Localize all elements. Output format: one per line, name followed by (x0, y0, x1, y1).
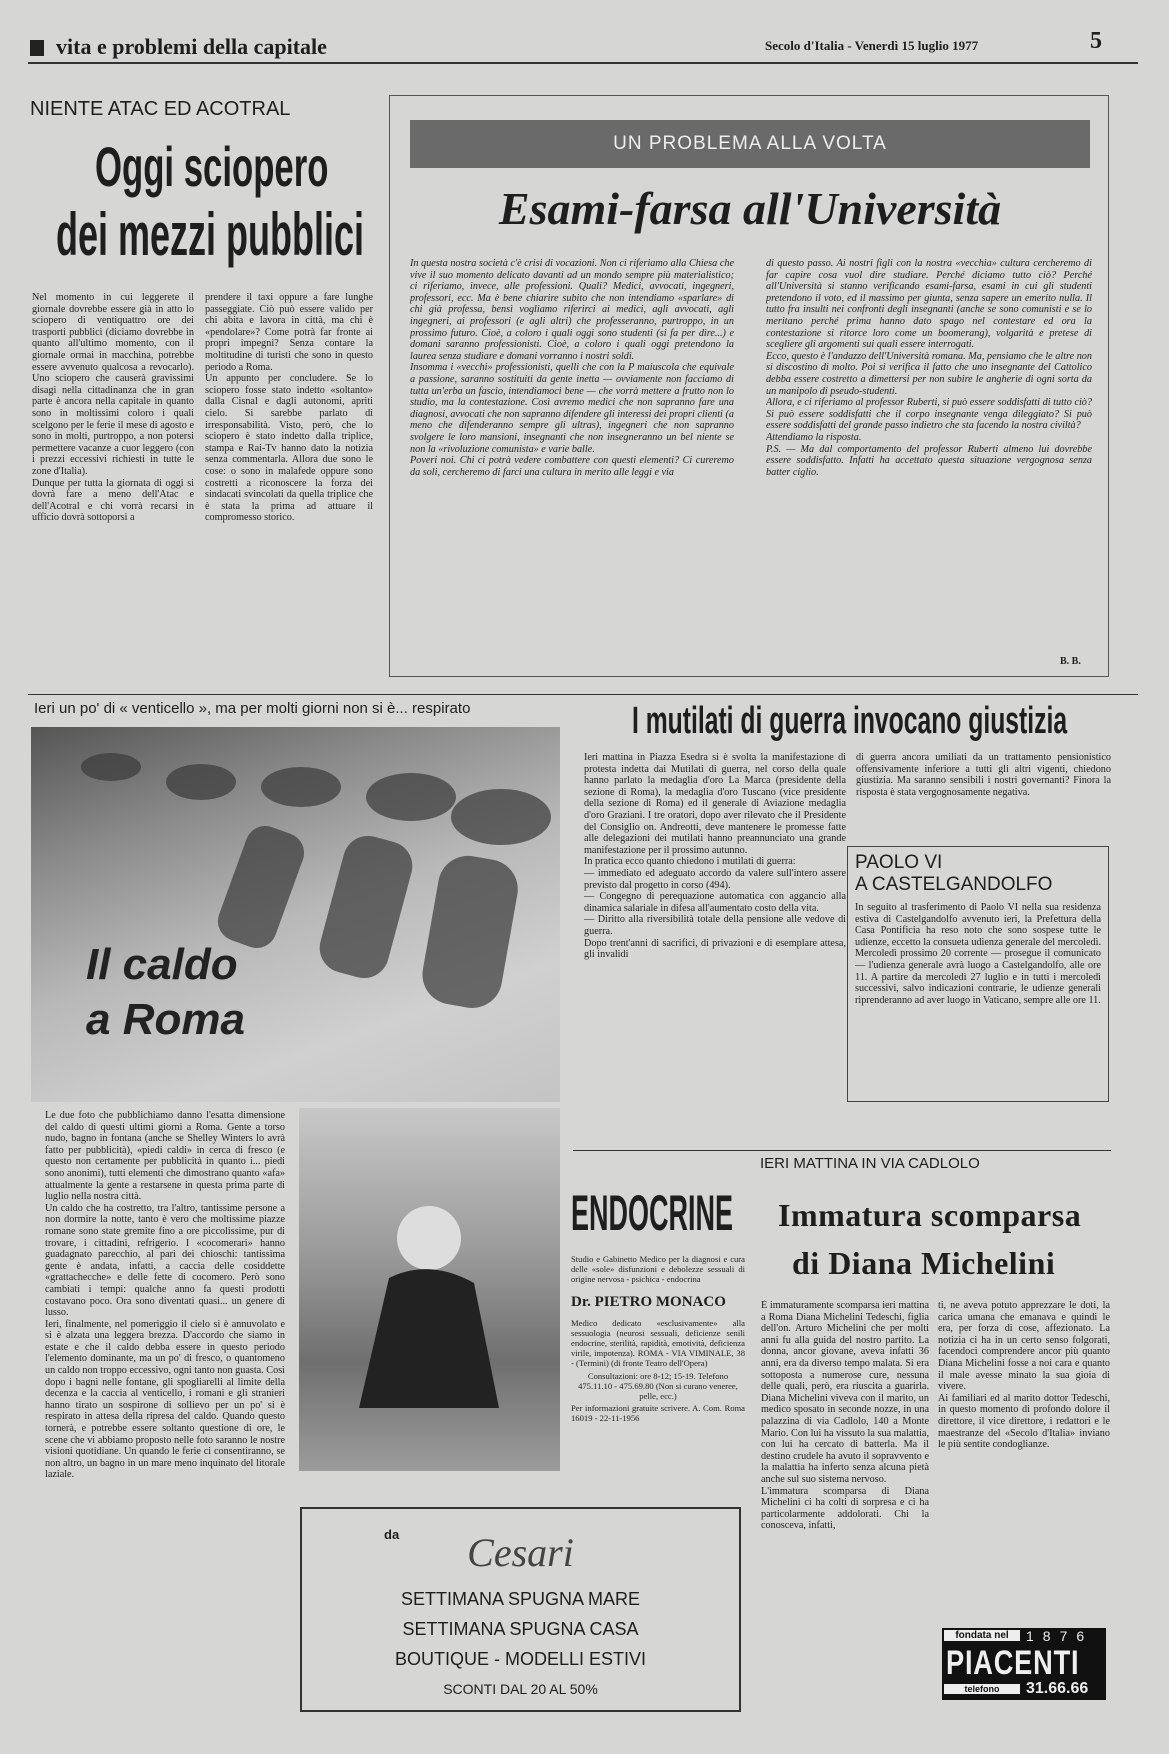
piacenti-phone-label: telefono (944, 1684, 1020, 1694)
endocrine-title: ENDOCRINE (571, 1185, 734, 1241)
page-number: 5 (1090, 28, 1102, 54)
obituary-headline-1: Immatura scomparsa (778, 1197, 1082, 1233)
section-title: vita e problemi della capitale (56, 34, 327, 59)
exams-body-col1: In questa nostra società c'è crisi di vocazioni. Non ci riferiamo alla Chiesa che vive il suo momento delicato davanti ad un mondo sempre più materialistico; ci riferiamo, invece, alle professioni. Quali? Medici, avvocati, ingegneri, professori, ecc. Ma è bene chiarire subito che non intendiamo «sparlare» di chi già professa, bensì vogliamo riferirci ai medici, agli avvocati, agli ingegneri, ai professori (e agli altri) che professeranno, purtroppo, in un prossimo futuro. Cioè, a coloro i quali oggi sono studenti (si fa per dire...) e domani saranno professionisti. Cioè, a coloro i quali oggi pretendono la laurea senza studiare e domani vorranno i nostri soldi. Insomma i «vecchi» professionisti, quelli che con la P maiuscola che equivale a passione, saranno sostituiti da gente inetta — ovviamente non facciamo di tutta un'erba un fascio, intendiamoci bene — che vorrà mettere a frutto non lo studio, ma la contestazione. Così avremo medici che non sapranno fare una diagnosi, avvocati che non sapranno difendere gli interessi dei propri clienti (a meno che difenderanno sempre gli ultras), ingegneri che non sapranno svolgere le loro mansioni, insegnanti che non insegneranno un bel niente se non la «rivoluzione comunista» e varie balle. Poveri noi. Chi ci potrà vedere combattere con questi elementi? Ci cureremo da soli, cercheremo di farci una cultura in merito alle leggi e via (410, 258, 734, 478)
header-rule (28, 62, 1138, 64)
obituary-body-col2: ti, ne aveva potuto apprezzare le doti, la carica umana che emanava e quindi le era, per forza di cose, affezionato. La notizia ci ha in un certo senso folgorati, facendoci comprendere ancor più quanto Diana Michelini fosse a noi cara e quanto il male avesse minato la sua gioia di vivere. Ai familiari ed al marito dottor Tedeschi, in questo momento di profondo dolore il direttore, il vice direttore, i redattori e le maestranze del «Secolo d'Italia» inviano le più sentite condoglianze. (938, 1300, 1110, 1451)
pope-title-2: A CASTELGANDOLFO (855, 874, 1053, 895)
obituary-kicker: IERI MATTINA IN VIA CADLOLO (760, 1155, 980, 1172)
strike-body-col1: Nel momento in cui leggerete il giornale dovrebbe essere già in atto lo sciopero di ventiquattro ore dei trasporti pubblici (diciamo dovrebbe in quanto all'ultimo momento, con il giornale ormai in macchina, potrebbe essere avvenuto qualcosa a revocarlo). Uno sciopero che causerà gravissimi disagi nella cittadinanza che in gran parte è ancora nella capitale in quanto sono in moltissimi coloro i quali scelgono per le ferie il mese di agosto e sono in molti, purtroppo, a non potersi permettere vacanze a cuor leggero (con i prezzi eccessivi richiesti in tutte le zone d'Italia). Dunque per tutta la giornata di oggi si dovrà fare a meno dell'Atac e dell'Acotral e chi vorrà recarsi in ufficio dovrà sottoporsi a (32, 292, 194, 524)
pope-body: In seguito al trasferimento di Paolo VI nella sua residenza estiva di Castelgandolfo avvenuto ieri, la Prefettura della Casa Pontificia ha reso noto che sono sospese tutte le udienze, eccetto la consueta udienza generale del mercoledì. Mercoledì prossimo 20 corrente — prosegue il comunicato — l'udienza generale avrà luogo a Castelgandolfo, alle ore 11. A partire da mercoledì 27 luglio e in tutti i mercoledì successivi, salvo indicazioni contrarie, le udienze generali riprenderanno ad aver luogo in Vaticano, sempre alle ore 11. (855, 902, 1101, 1006)
piacenti-founded-label: fondata nel (944, 1630, 1020, 1641)
piacenti-ad (942, 1628, 1106, 1700)
endocrine-hours: Consultazioni: ore 8-12; 15-19. Telefono 475.11.10 - 475.69.80 (Non si curano veneree, pelle, ecc.) (578, 1371, 738, 1401)
strike-headline-2: dei mezzi pubblici (56, 201, 365, 268)
piacenti-phone: 31.66.66 (1026, 1680, 1089, 1697)
pope-title-1: PAOLO VI (855, 852, 943, 873)
veterans-headline: I mutilati di guerra invocano giustizia (632, 700, 1068, 742)
strike-headline-1: Oggi sciopero (95, 135, 329, 198)
cesari-prefix: da (384, 1527, 400, 1542)
exams-headline: Esami-farsa all'Università (498, 183, 1002, 234)
veterans-body-col1: Ieri mattina in Piazza Esedra si è svolta la manifestazione di protesta indetta dai Mutilati di guerra, nel corso della quale hanno parlato la medaglia d'oro La Marca (presidente della sezione di Roma), la medaglia d'oro Tuscano (vice presidente della sezione di Roma) ed il generale di Aviazione medaglia d'oro Graziani. I tre oratori, dopo aver rilevato che il Presidente del Consiglio on. Andreotti, deve mantenere le promesse fatte alle delegazioni dei mutilati hanno preannunciato una grande manifestazione per il prossimo autunno. In pratica ecco quanto chiedono i mutilati di guerra: — immediato ed adeguato accordo da valere sull'intero assere previsto dal progetto in corso (494). — Congegno di perequazione automatica con aggancio alla dinamica salariale in difesa all'aumentato costo della vita. — Diritto alla riversibilità totale della pensione alle vedove di guerra. Dopo trent'anni di sacrifici, di privazioni e di esemplare attesa, gli invalidi (584, 752, 846, 961)
cesari-discount: SCONTI DAL 20 AL 50% (443, 1681, 598, 1697)
paper-date: Secolo d'Italia - Venerdì 15 luglio 1977 (765, 38, 979, 53)
cesari-line-1: SETTIMANA SPUGNA MARE (400, 1589, 641, 1609)
cesari-logo: Cesari (467, 1530, 574, 1575)
endocrine-doctor: Dr. PIETRO MONACO (571, 1294, 726, 1310)
section-rule (28, 694, 1138, 695)
heat-body: Le due foto che pubblichiamo danno l'esatta dimensione del caldo di questi ultimi giorni a Roma. Gente a torso nudo, bagno in fontana (anche se Shelley Winters lo avrà fatto per pubblicità), «piedi caldi» in cerca di fresco (e questo non certamente per pubblicità in quanto i... piedi sono anonimi), tutti elementi che dimostrano quanto «afa» attualmente la gente a restarsene in questa prima parte di luglio nella nostra città. Un caldo che ha costretto, tra l'altro, tantissime persone a non dormire la notte, tanto è vero che moltissime piazze romane sono state gremite fino a ore piccolissime, pur di trovare, i cittadini, refrigerio. I «cocomerari» hanno guadagnato parecchio, al pari dei chioschi: tantissima gente è andata, infatti, a caccia delle cosiddette «grattachecche» e delle fette di cocomero. Però sono cambiati i tempi: qualche anno fa questi prodotti costavano poco. Ora sono diventati quasi... un genere di lusso. Ieri, finalmente, nel pomeriggio il cielo si è annuvolato e si è alzata una leggera brezza. D'accordo che siamo in estate e che il caldo debba essere in questo periodo l'elemento dominante, ma un po' di fresco, o quantomeno un caldo non troppo eccessivo, ogni tanto non guasta. Così dopo i bagni nelle fontane, gli spogliarelli al limite della decenza e la caccia al venticello, i romani e gli stranieri hanno tirato un sospirone di sollievo per un po' si è respirato in attesa della ripresa del caldo. Quando questo tornerà, e potrebbe essere soltanto questione di ore, le scene che vi abbiamo proposto nelle foto saranno le nostre visioni quotidiane. Un quando le ferie ci consentiranno, se non altro, un bagno in un mare meno inquinato del litorale laziale. (45, 1110, 285, 1481)
strike-kicker: NIENTE ATAC ED ACOTRAL (30, 98, 291, 120)
obituary-rule (573, 1150, 1111, 1151)
obituary-body-col1: È immaturamente scomparsa ieri mattina a Roma Diana Michelini Tedeschi, figlia dell'on. Arturo Michelini che per molti anni fu alla guida del nostro partito. La donna, ancor giovane, aveva infatti 36 anni, era da diverso tempo malata. Si era sottoposta a numerose cure, nessuna delle quali, però, era riuscita a guarirla. Diana Michelini viveva con il marito, un medico sposato in seconde nozze, in una palazzina di via Cadlolo, 140 a Monte Mario. Con lui ha vissuto la sua malattia, con lui ha cercato di batterla. Ma il destino crudele ha avuto il sopravvento e la malattia ha inferto senza alcuna pietà anche sul suo sistema nervoso. L'immatura scomparsa di Diana Michelini ci ha colti di sorpresa e ci ha particolarmente addolorati. Chi la conosceva, infatti, (761, 1300, 929, 1532)
endocrine-details: Medico dedicato «esclusivamente» alla sessuologia (neurosi sessuali, deficienze senili endocrine, sterilità, rapidità, emotività, deficienza virile, impotenza). ROMA - VIA VIMINALE, 38 - (Termini) (di fronte Teatro dell'Opera) (571, 1318, 745, 1368)
heat-overlay-1: Il caldo (86, 940, 238, 989)
obituary-headline-2: di Diana Michelini (792, 1245, 1056, 1281)
crowd-figures (31, 727, 560, 1102)
heat-caption: Ieri un po' di « venticello », ma per molti giorni non si è... respirato (34, 700, 471, 717)
exams-signature: B. B. (1060, 656, 1081, 667)
woman-in-fountain (299, 1108, 560, 1471)
piacenti-year: 1876 (1026, 1628, 1094, 1644)
veterans-body-col2: di guerra ancora umiliati da un trattamento pensionistico offensivamente inferiore a tutti gli altri vigenti, chiedono giustizia. Ma saranno sensibili i nostri governanti? Finora la risposta è stata vergognosamente negativa. (856, 752, 1111, 798)
exams-body-col2: di questo passo. Ai nostri figli con la nostra «vecchia» cultura cercheremo di far capire cosa vuol dire studiare. Perché diciamo tutto ciò? Perché all'Università si stanno verificando esami-farsa, esami in cui gli studenti pretendono il voto, ed il massimo per giunta, senza sapere un emerito nulla. Il tutto fra insulti nei confronti degli insegnanti (anche se sono comunisti e se lo meritano perché prima hanno dato spago nel contestare ed ora la contestazione si ritorce loro come un boomerang), volgarità e pretese di scegliere gli argomenti sui quali essere interrogati. Ecco, questo è l'andazzo dell'Università romana. Ma, pensiamo che le altre non si discostino di molto. Poi si verifica il fatto che uno insegnante del Cattolico debba essere costretto a dimettersi per non subire le angherie di ogni sorta da un manipolo di pseudo-studenti. Allora, e ci riferiamo al professor Ruberti, si può essere soddisfatti di tutto ciò? Si può essere soddisfatti che il corpo insegnante venga dileggiato? Si può essere soddisfatti del grande passo indietro che sta facendo la nostra civiltà? Attendiamo la risposta. P.S. — Ma dal comportamento del professor Ruberti almeno lui dovrebbe essere soddisfatto. Infatti ha accettato questa situazione vergognosa senza batter ciglio. (766, 258, 1092, 478)
endocrine-ad (571, 1186, 745, 1640)
exams-banner (410, 120, 1090, 168)
strike-body-col2: prendere il taxi oppure a fare lunghe passeggiate. Ciò può essere valido per chi abita e lavora in città, ma chi è «pendolare»? Come potrà far fronte ai propri impegni? Senza contare la moltitudine di turisti che sono in questo periodo a Roma. Un appunto per concludere. Se lo sciopero fosse stato indetto «soltanto» dalla Cisnal e dagli autonomi, apriti cielo. Si sarebbe parlato di irresponsabilità. Visto, però, che lo sciopero è stato indetto dalla triplice, stampa e Rai-Tv hanno dato la notizia senza commentarla. Allora due sono le cose: o sono in malafede oppure sono costretti a riconoscere la forza dei sindacati svincolati da quella triplice che è stata la prima ad attuare il compromesso storico. (205, 292, 373, 524)
section-marker-icon (30, 40, 44, 56)
endocrine-footer: Per informazioni gratuite scrivere. A. Com. Roma 16019 - 22-11-1956 (571, 1403, 745, 1423)
endocrine-intro: Studio e Gabinetto Medico per la diagnosi e cura delle «sole» disfunzioni e debolezze sessuali di origine nervosa - psichica - endocrina (571, 1254, 745, 1284)
beach-crowd-photo (31, 727, 560, 1102)
cesari-line-2: SETTIMANA SPUGNA CASA (402, 1619, 639, 1639)
piacenti-logo: PIACENTI (946, 1644, 1080, 1682)
fountain-photo (299, 1108, 560, 1471)
cesari-line-3: BOUTIQUE - MODELLI ESTIVI (394, 1649, 647, 1669)
exams-banner-text: UN PROBLEMA ALLA VOLTA (613, 133, 887, 154)
heat-overlay-2: a Roma (86, 995, 245, 1044)
